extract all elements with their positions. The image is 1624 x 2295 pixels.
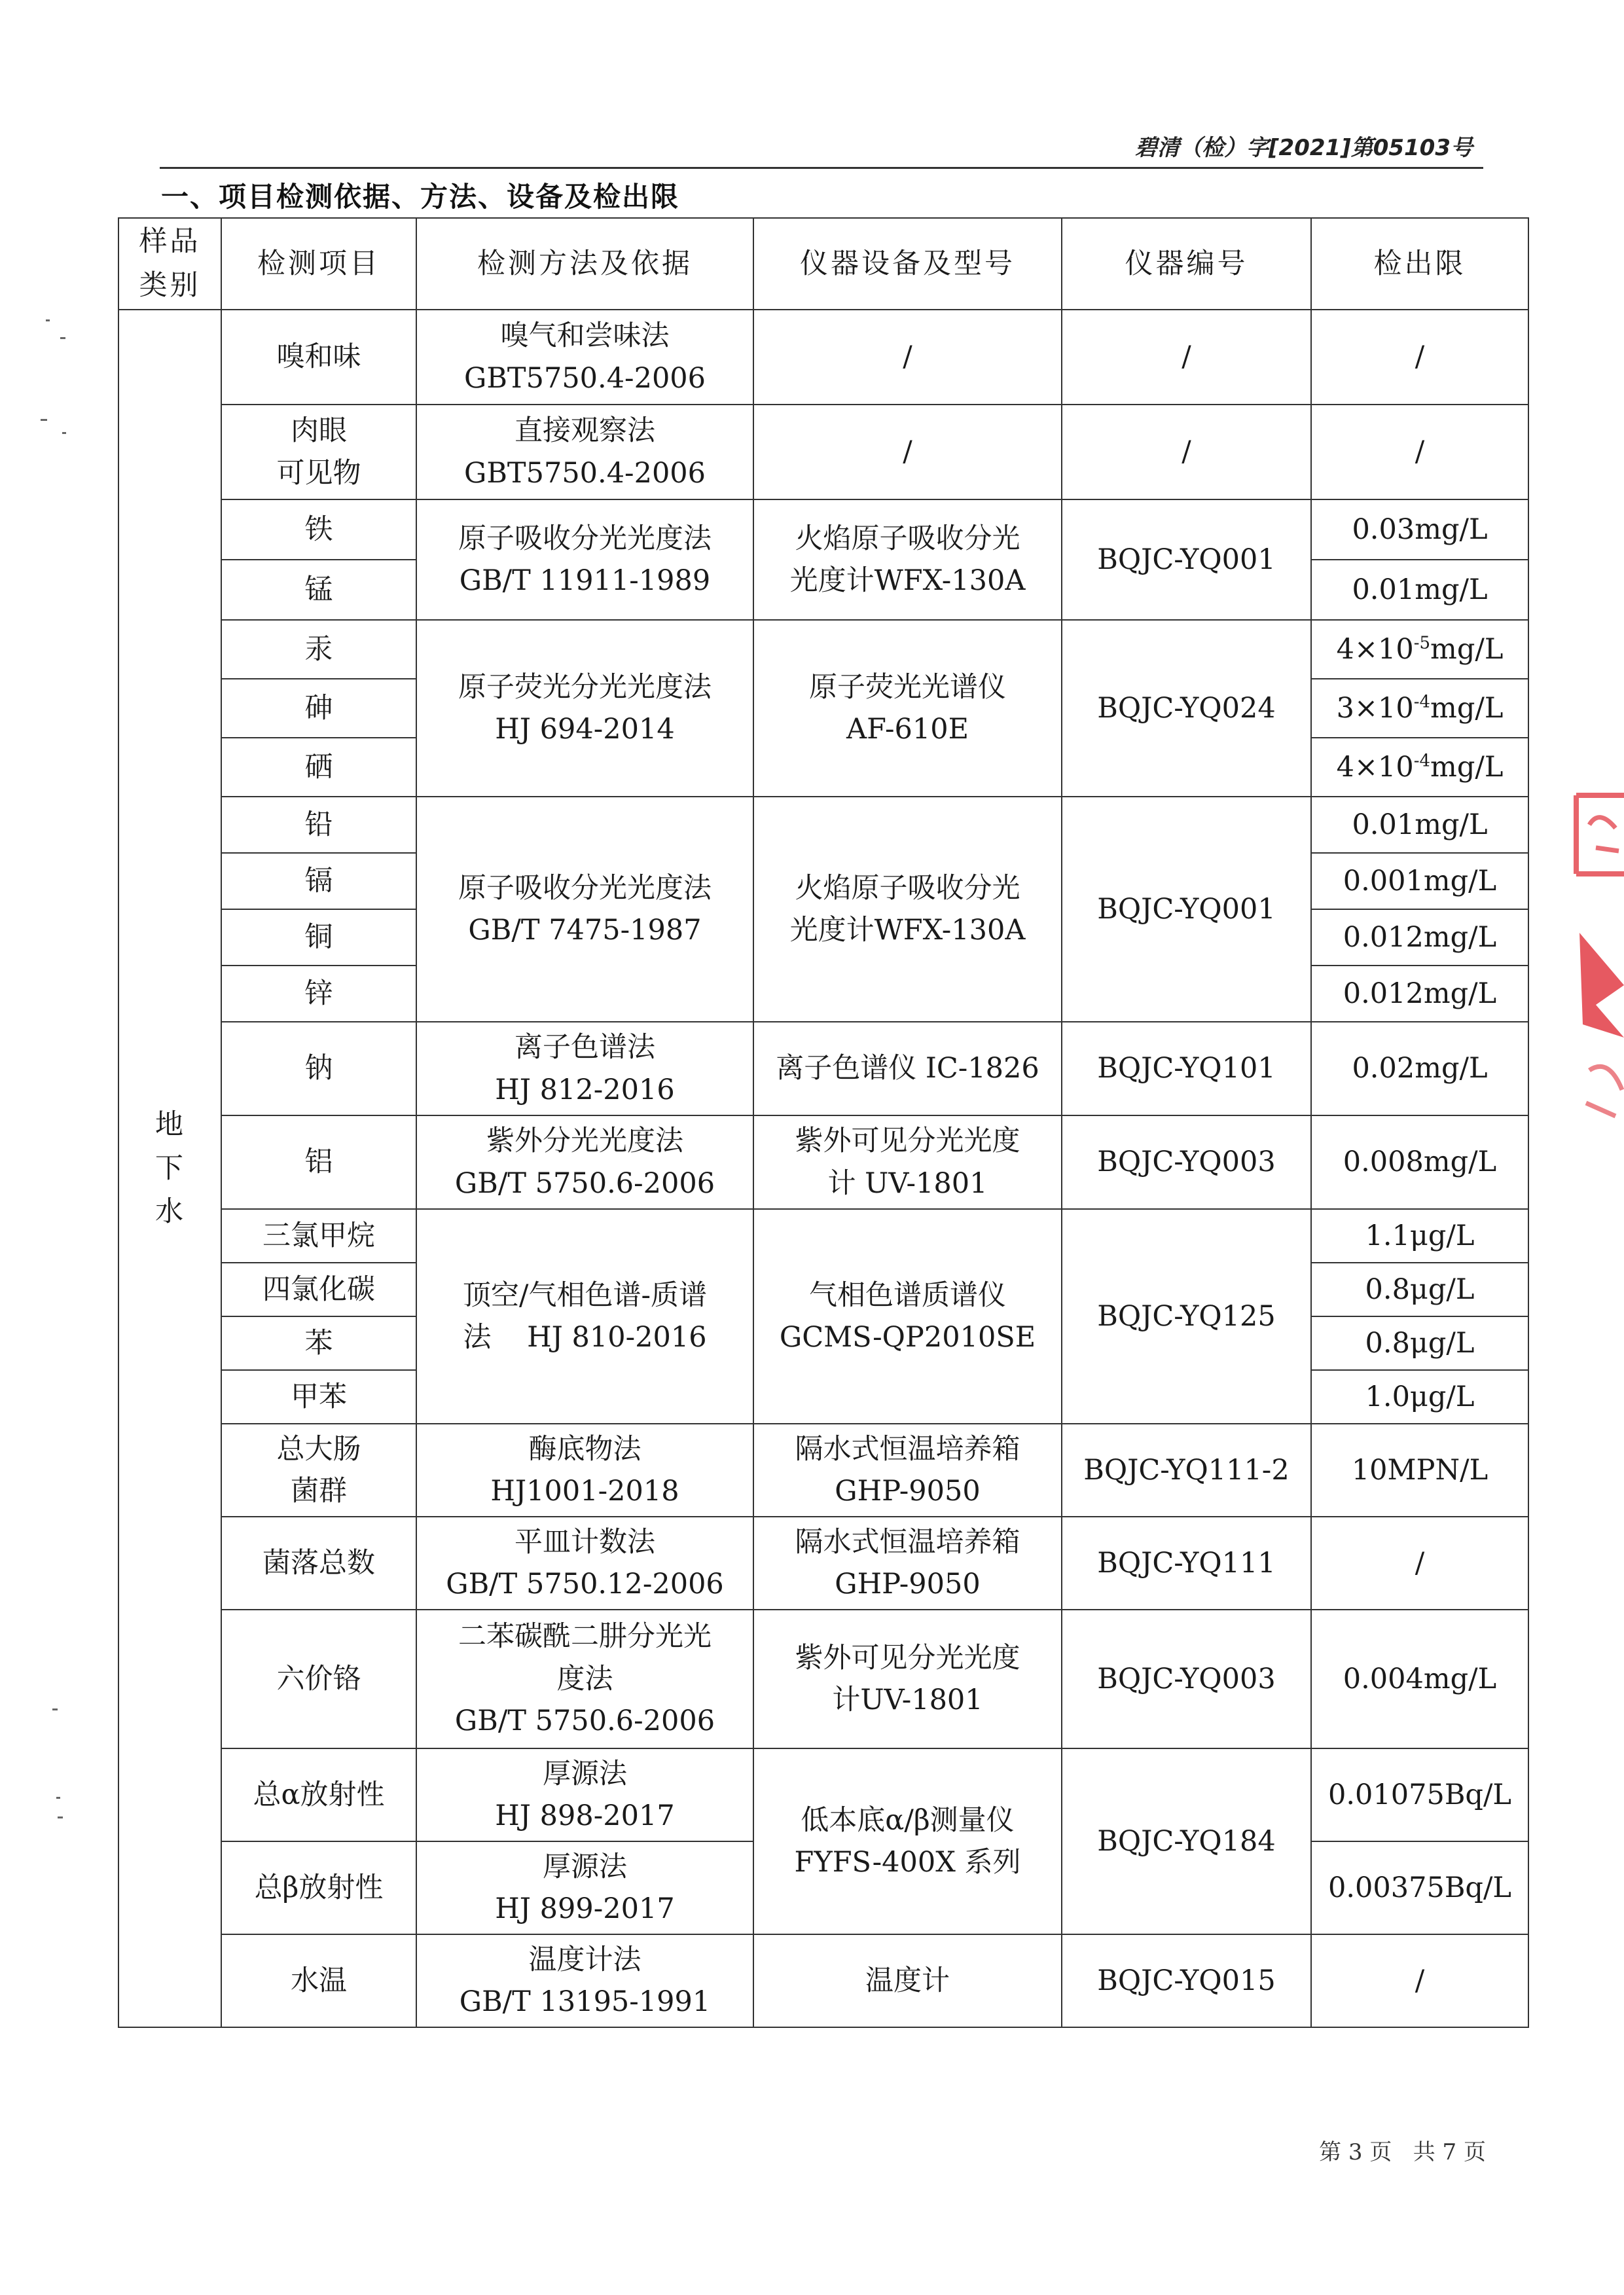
instrument-no-cell: BQJC-YQ111-2 [1062, 1424, 1311, 1517]
limit-cell: 0.008mg/L [1311, 1115, 1528, 1209]
instrument-no-cell: BQJC-YQ125 [1062, 1209, 1311, 1424]
method-cell: 厚源法 HJ 899-2017 [416, 1841, 753, 1934]
limit-cell: 0.01075Bq/L [1311, 1748, 1528, 1841]
limit-cell: 0.8μg/L [1311, 1316, 1528, 1370]
method-cell: 平皿计数法 GB/T 5750.12-2006 [416, 1517, 753, 1610]
item-cell: 总β放射性 [221, 1841, 416, 1934]
limit-cell: / [1311, 405, 1528, 499]
page-footer: 第 3 页 共 7 页 [1319, 2139, 1486, 2165]
header-instrument-no: 仪器编号 [1062, 218, 1311, 310]
item-cell: 六价铬 [221, 1610, 416, 1748]
limit-cell: 0.012mg/L [1311, 909, 1528, 966]
item-cell: 锌 [221, 966, 416, 1022]
method-cell: 酶底物法 HJ1001-2018 [416, 1424, 753, 1517]
limit-cell: / [1311, 1934, 1528, 2027]
item-cell: 钠 [221, 1022, 416, 1115]
scan-speck [58, 1816, 63, 1818]
instrument-cell: 气相色谱质谱仪 GCMS-QP2010SE [753, 1209, 1062, 1424]
header-category: 样品类别 [118, 218, 221, 310]
item-cell: 嗅和味 [221, 310, 416, 405]
item-cell: 总大肠 菌群 [221, 1424, 416, 1517]
header-item: 检测项目 [221, 218, 416, 310]
header-instrument: 仪器设备及型号 [753, 218, 1062, 310]
limit-cell: $4\times 10^{-4}mg/L$ [1311, 738, 1528, 797]
instrument-cell: 紫外可见分光光度 计UV-1801 [753, 1610, 1062, 1748]
method-cell: 二苯碳酰二肼分光光 度法 GB/T 5750.6-2006 [416, 1610, 753, 1748]
limit-cell: 0.8μg/L [1311, 1263, 1528, 1316]
instrument-cell: 离子色谱仪 IC-1826 [753, 1022, 1062, 1115]
instrument-cell: 紫外可见分光光度 计 UV-1801 [753, 1115, 1062, 1209]
instrument-no-cell: BQJC-YQ015 [1062, 1934, 1311, 2027]
limit-cell: 0.01mg/L [1311, 560, 1528, 620]
limit-cell: 0.012mg/L [1311, 966, 1528, 1022]
instrument-cell: 温度计 [753, 1934, 1062, 2027]
limit-cell: 1.0μg/L [1311, 1370, 1528, 1424]
category-cell: 地下水 [118, 310, 221, 2027]
method-cell: 紫外分光光度法 GB/T 5750.6-2006 [416, 1115, 753, 1209]
limit-cell: 1.1μg/L [1311, 1209, 1528, 1263]
table-row [118, 797, 1528, 853]
instrument-no-cell: BQJC-YQ111 [1062, 1517, 1311, 1610]
table-row [118, 1610, 1528, 1748]
table-row [118, 1934, 1528, 2027]
header-method: 检测方法及依据 [416, 218, 753, 310]
table-row [118, 405, 1528, 499]
limit-cell: 0.00375Bq/L [1311, 1841, 1528, 1934]
table-row [118, 1022, 1528, 1115]
method-cell: 原子吸收分光光度法 GB/T 7475-1987 [416, 797, 753, 1022]
limit-cell: 10MPN/L [1311, 1424, 1528, 1517]
instrument-no-cell: / [1062, 405, 1311, 499]
limit-cell: 0.01mg/L [1311, 797, 1528, 853]
item-cell: 铁 [221, 499, 416, 560]
method-cell: 温度计法 GB/T 13195-1991 [416, 1934, 753, 2027]
method-cell: 原子荧光分光光度法 HJ 694-2014 [416, 620, 753, 797]
item-cell: 砷 [221, 679, 416, 738]
instrument-cell: 隔水式恒温培养箱 GHP-9050 [753, 1424, 1062, 1517]
instrument-no-cell: BQJC-YQ001 [1062, 797, 1311, 1022]
table-row [118, 1209, 1528, 1263]
table-row [118, 1424, 1528, 1517]
item-cell: 四氯化碳 [221, 1263, 416, 1316]
item-cell: 锰 [221, 560, 416, 620]
table-header-row [118, 218, 1528, 310]
limit-cell: / [1311, 310, 1528, 405]
item-cell: 铅 [221, 797, 416, 853]
scan-speck [60, 337, 65, 339]
scan-speck [41, 419, 47, 421]
method-cell: 直接观察法 GBT5750.4-2006 [416, 405, 753, 499]
limit-cell: $3\times 10^{-4}mg/L$ [1311, 679, 1528, 738]
scan-speck [46, 319, 50, 321]
method-cell: 厚源法 HJ 898-2017 [416, 1748, 753, 1841]
item-cell: 甲苯 [221, 1370, 416, 1424]
method-cell: 顶空/气相色谱-质谱 法 HJ 810-2016 [416, 1209, 753, 1424]
item-cell: 铜 [221, 909, 416, 966]
instrument-no-cell: BQJC-YQ003 [1062, 1610, 1311, 1748]
method-cell: 离子色谱法 HJ 812-2016 [416, 1022, 753, 1115]
method-cell: 嗅气和尝味法 GBT5750.4-2006 [416, 310, 753, 405]
instrument-no-cell: BQJC-YQ024 [1062, 620, 1311, 797]
item-cell: 镉 [221, 853, 416, 909]
instrument-no-cell: BQJC-YQ001 [1062, 499, 1311, 620]
detection-table [118, 217, 1529, 2028]
table-row [118, 620, 1528, 679]
limit-cell: / [1311, 1517, 1528, 1610]
table-row [118, 499, 1528, 560]
instrument-no-cell: BQJC-YQ184 [1062, 1748, 1311, 1934]
item-cell: 水温 [221, 1934, 416, 2027]
limit-cell: 0.004mg/L [1311, 1610, 1528, 1748]
table-row [118, 1748, 1528, 1841]
instrument-cell: / [753, 310, 1062, 405]
instrument-no-cell: BQJC-YQ003 [1062, 1115, 1311, 1209]
instrument-cell: 原子荧光光谱仪 AF-610E [753, 620, 1062, 797]
instrument-cell: 低本底α/β测量仪 FYFS-400X 系列 [753, 1748, 1062, 1934]
header-detection-limit: 检出限 [1311, 218, 1528, 310]
table-row [118, 1517, 1528, 1610]
section-title: 一、项目检测依据、方法、设备及检出限 [161, 181, 680, 213]
seal-stamp-icon [1570, 789, 1624, 1129]
item-cell: 总α放射性 [221, 1748, 416, 1841]
limit-cell: 0.02mg/L [1311, 1022, 1528, 1115]
item-cell: 肉眼 可见物 [221, 405, 416, 499]
table-row [118, 310, 1528, 405]
instrument-cell: 火焰原子吸收分光 光度计WFX-130A [753, 797, 1062, 1022]
limit-cell: 0.001mg/L [1311, 853, 1528, 909]
limit-cell: 0.03mg/L [1311, 499, 1528, 560]
method-cell: 原子吸收分光光度法 GB/T 11911-1989 [416, 499, 753, 620]
item-cell: 三氯甲烷 [221, 1209, 416, 1263]
scan-speck [62, 432, 66, 434]
scan-speck [56, 1797, 60, 1799]
header-rule [160, 167, 1483, 169]
table-row [118, 1115, 1528, 1209]
item-cell: 汞 [221, 620, 416, 679]
instrument-no-cell: BQJC-YQ101 [1062, 1022, 1311, 1115]
item-cell: 菌落总数 [221, 1517, 416, 1610]
item-cell: 苯 [221, 1316, 416, 1370]
limit-cell: $4\times 10^{-5}mg/L$ [1311, 620, 1528, 679]
report-number: 碧清（检）字[2021]第05103号 [1135, 135, 1473, 161]
item-cell: 铝 [221, 1115, 416, 1209]
instrument-cell: / [753, 405, 1062, 499]
instrument-cell: 火焰原子吸收分光 光度计WFX-130A [753, 499, 1062, 620]
instrument-no-cell: / [1062, 310, 1311, 405]
instrument-cell: 隔水式恒温培养箱 GHP-9050 [753, 1517, 1062, 1610]
scan-speck [52, 1708, 58, 1710]
item-cell: 硒 [221, 738, 416, 797]
